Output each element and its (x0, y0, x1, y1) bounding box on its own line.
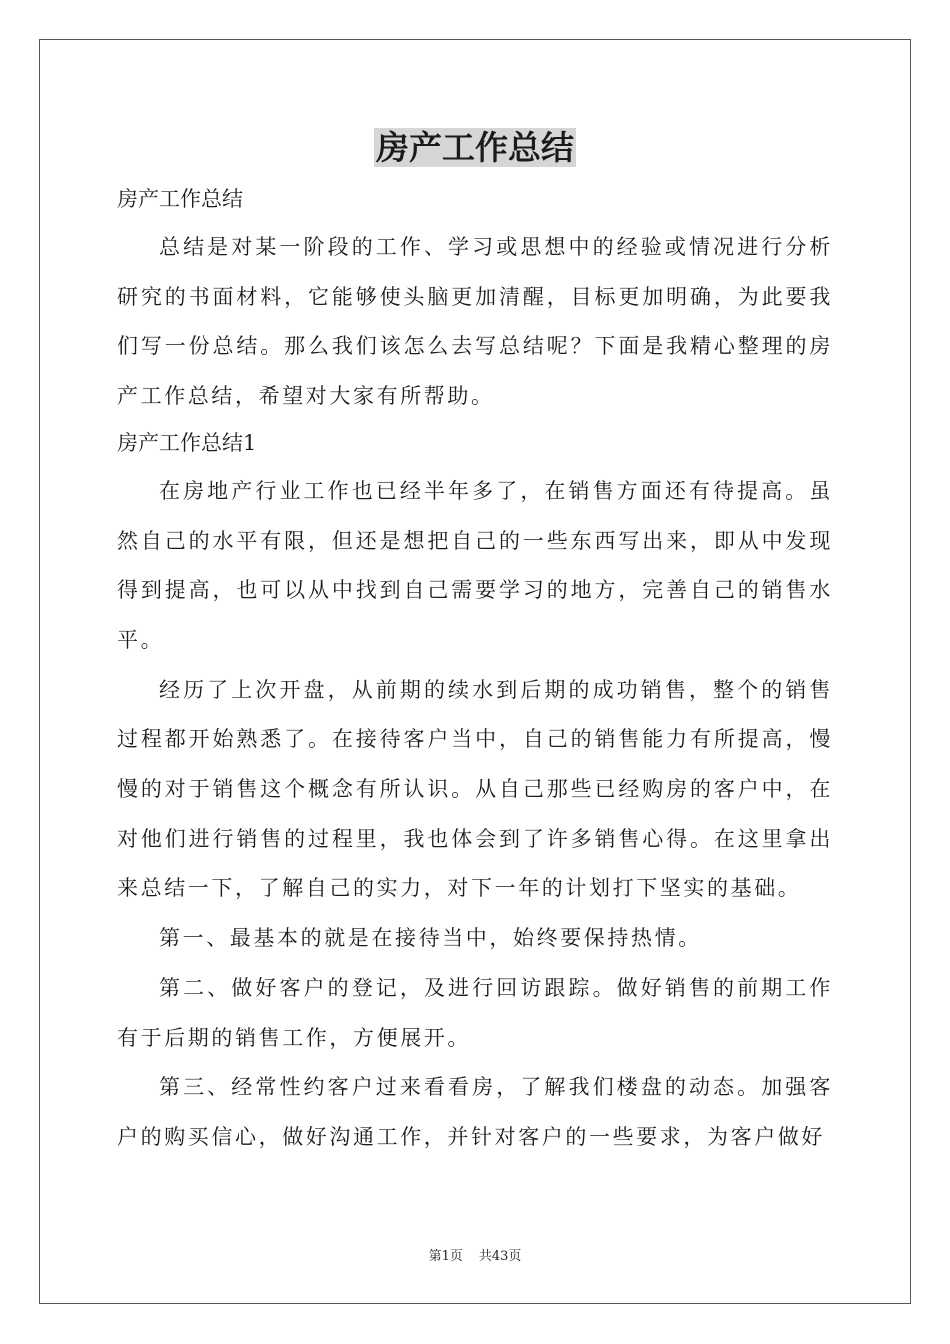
document-body (117, 178, 833, 1163)
body-paragraph-4: 第二、做好客户的登记，及进行回访跟踪。做好销售的前期工作有于后期的销售工作，方便展开。 (117, 975, 833, 1050)
page-number: 第1页 (428, 1249, 463, 1264)
document-subtitle: 房产工作总结 (117, 187, 243, 211)
body-paragraph-5: 第三、经常性约客户过来看看房，了解我们楼盘的动态。加强客户的购买信心，做好沟通工作，并针对客户的一些要求，为客户做好 (117, 1075, 833, 1149)
page-footer (0, 1248, 950, 1266)
section-heading: 房产工作总结1 (117, 430, 257, 455)
document-title-text: 房产工作总结 (376, 128, 574, 167)
document-title (0, 124, 950, 172)
body-paragraph-3: 第一、最基本的就是在接待当中，始终要保持热情。 (159, 926, 702, 951)
body-paragraph-2: 经历了上次开盘，从前期的续水到后期的成功销售，整个的销售过程都开始熟悉了。在接待客户当中，自己的销售能力有所提高，慢慢的对于销售这个概念有所认识。从自己那些已经购房的客户中，在对他们进行销售的过程里，我也体会到了许多销售心得。在这里拿出来总结一下，了解自己的实力，对下一年的计划打下坚实的基础。 (117, 677, 833, 901)
page-total: 共43页 (478, 1249, 522, 1264)
intro-paragraph: 总结是对某一阶段的工作、学习或思想中的经验或情况进行分析研究的书面材料，它能够使头脑更加清醒，目标更加明确，为此要我们写一份总结。那么我们该怎么去写总结呢？下面是我精心整理的房产工作总结，希望对大家有所帮助。 (117, 235, 833, 409)
body-paragraph-1: 在房地产行业工作也已经半年多了，在销售方面还有待提高。虽然自己的水平有限，但还是想把自己的一些东西写出来，即从中发现得到提高，也可以从中找到自己需要学习的地方，完善自己的销售水平。 (117, 478, 833, 652)
